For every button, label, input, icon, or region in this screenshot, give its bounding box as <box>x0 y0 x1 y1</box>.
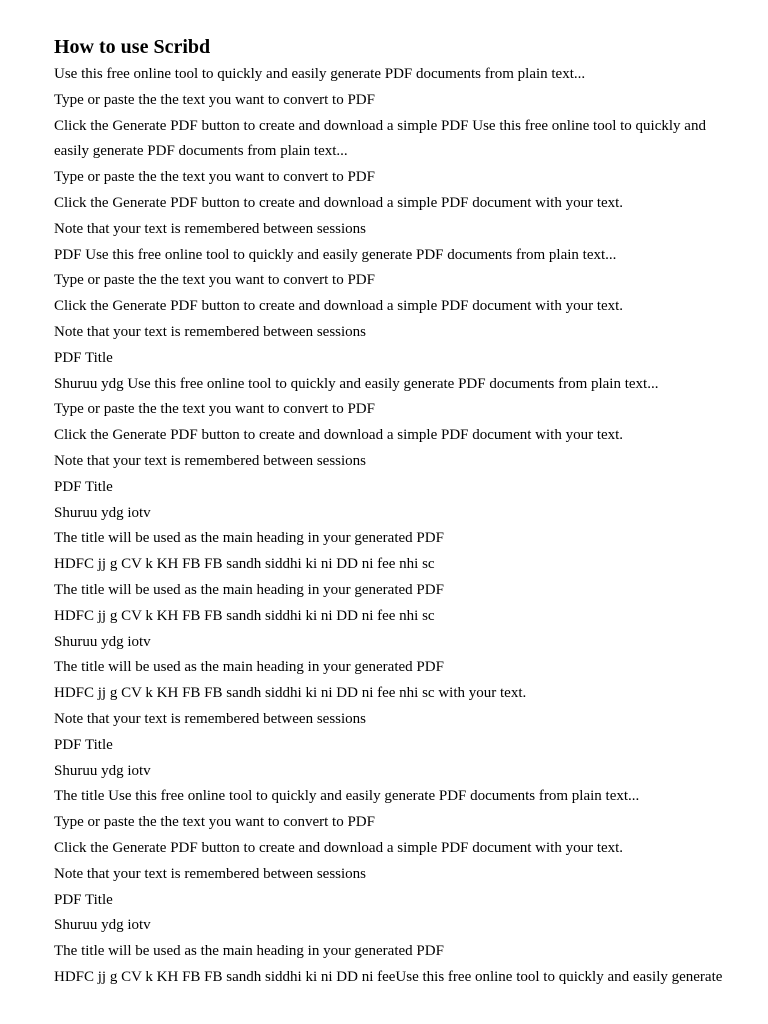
body-line: Click the Generate PDF button to create and download a simple PDF document with your text. <box>54 194 624 211</box>
body-line: Shuruu ydg iotv <box>54 762 151 779</box>
body-line: The title will be used as the main heading in your generated PDF <box>54 943 444 960</box>
body-line: Click the Generate PDF button to create and download a simple PDF document with your text. <box>54 839 624 856</box>
body-line: PDF Title <box>54 891 113 908</box>
body-line: Click the Generate PDF button to create and download a simple PDF document with your text. <box>54 427 624 444</box>
document-page <box>54 34 744 991</box>
body-line: Click the Generate PDF button to create and download a simple PDF document with your text. <box>54 298 624 315</box>
body-line: PDF Title <box>54 478 113 495</box>
body-line: Note that your text is remembered between sessions <box>54 710 366 727</box>
body-line: Note that your text is remembered between sessions <box>54 323 366 340</box>
document-title: How to use Scribd <box>54 36 211 58</box>
body-line: Type or paste the the text you want to convert to PDF <box>54 169 375 186</box>
body-line: easily generate PDF documents from plain text... <box>54 143 348 160</box>
document-body <box>54 62 744 991</box>
body-line: The title will be used as the main heading in your generated PDF <box>54 530 444 547</box>
body-line: Type or paste the the text you want to convert to PDF <box>54 272 375 289</box>
body-line: Shuruu ydg iotv <box>54 633 151 650</box>
body-line: Shuruu ydg iotv <box>54 917 151 934</box>
body-line: Note that your text is remembered between sessions <box>54 452 366 469</box>
body-line: Use this free online tool to quickly and easily generate PDF documents from plain text... <box>54 66 586 82</box>
body-line: HDFC jj g CV k KH FB FB sandh siddhi ki ni DD ni fee nhi sc <box>54 607 435 624</box>
body-line: Shuruu ydg Use this free online tool to quickly and easily generate PDF documents from plain text... <box>54 375 659 392</box>
body-line: Note that your text is remembered between sessions <box>54 220 366 237</box>
body-line: PDF Title <box>54 736 113 753</box>
body-line: Shuruu ydg iotv <box>54 504 151 521</box>
body-line: Note that your text is remembered between sessions <box>54 865 366 882</box>
body-line: Click the Generate PDF button to create and download a simple PDF Use this free online tool to quickly and <box>54 117 706 134</box>
body-line: HDFC jj g CV k KH FB FB sandh siddhi ki ni DD ni feeUse this free online tool to quickly and easily generate <box>54 968 723 985</box>
body-line: PDF Title <box>54 349 113 366</box>
body-line: HDFC jj g CV k KH FB FB sandh siddhi ki ni DD ni fee nhi sc with your text. <box>54 685 527 702</box>
body-line: Type or paste the the text you want to convert to PDF <box>54 814 375 831</box>
body-line: The title will be used as the main heading in your generated PDF <box>54 659 444 676</box>
body-line: Type or paste the the text you want to convert to PDF <box>54 401 375 418</box>
body-line: HDFC jj g CV k KH FB FB sandh siddhi ki ni DD ni fee nhi sc <box>54 556 435 573</box>
body-line: The title will be used as the main heading in your generated PDF <box>54 581 444 598</box>
body-line: PDF Use this free online tool to quickly and easily generate PDF documents from plain text... <box>54 246 617 263</box>
body-line: Type or paste the the text you want to convert to PDF <box>54 91 375 108</box>
body-line: The title Use this free online tool to quickly and easily generate PDF documents from plain text... <box>54 788 640 805</box>
